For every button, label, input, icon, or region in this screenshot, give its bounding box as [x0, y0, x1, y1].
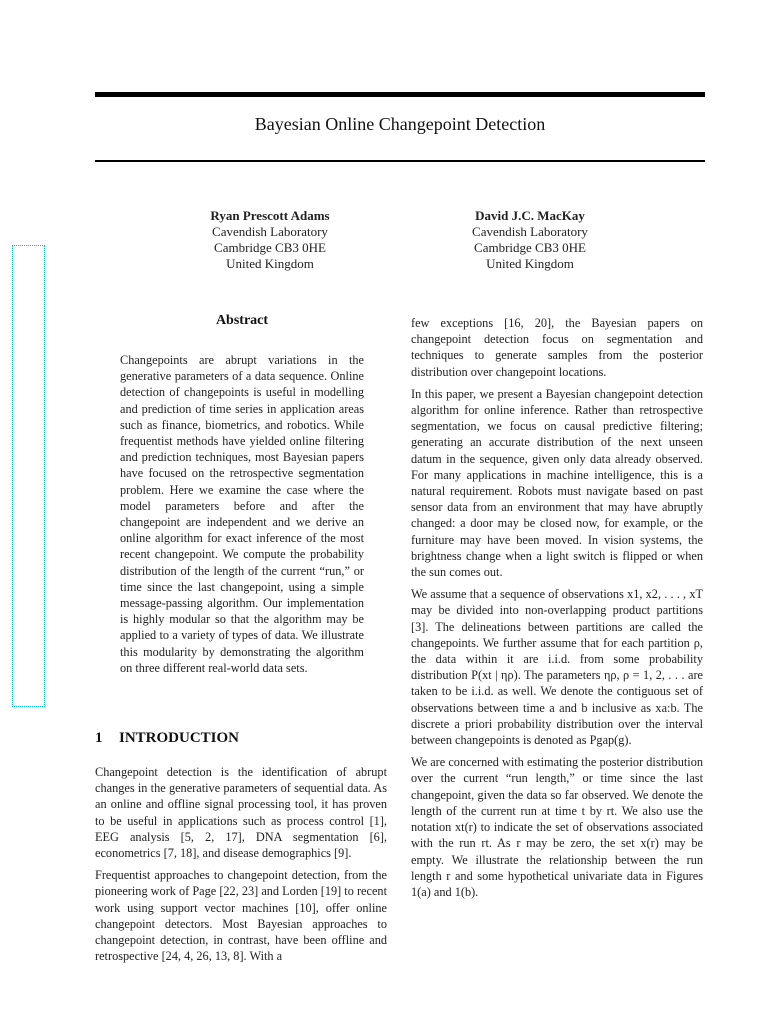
- author-name: David J.C. MacKay: [475, 208, 585, 223]
- author-block-1: [160, 208, 380, 272]
- section-title: INTRODUCTION: [119, 730, 240, 746]
- arxiv-side-link-box[interactable]: [12, 245, 45, 707]
- paragraph: few exceptions [16, 20], the Bayesian papers on changepoint detection focus on segmentation and techniques to generate samples from the posterior distribution over changepoint locations.: [411, 316, 703, 379]
- paper-title: Bayesian Online Changepoint Detection: [254, 114, 546, 134]
- paragraph: Changepoint detection is the identification of abrupt changes in the generative parameters of sequential data. As an online and offline signal processing tool, it has proven to be useful in applications such as process control [1], EEG analysis [5, 2, 17], DNA segmentation [6], econometrics [7, 18], and disease demographics [9].: [95, 765, 387, 861]
- abstract-heading: Abstract: [215, 313, 269, 328]
- paragraph: In this paper, we present a Bayesian changepoint detection algorithm for online inference. Rather than retrospective segmentation, we focus on causal predictive filtering; generating an accurate distribution of the next unseen datum in the sequence, given only data already observed. For many applications in machine intelligence, this is a natural requirement. Robots must navigate based on past sensor data from an environment that may have abruptly changed: a door may be closed now, for example, or the furniture may have been moved. In vision systems, the brightness change when a light switch is flipped or when the sun comes out.: [411, 386, 703, 580]
- paragraph: Frequentist approaches to changepoint detection, from the pioneering work of Page [22, 23] and Lorden [19] to recent work using support vector machines [10], offer online changepoint detectors. Most Bayesian approaches to changepoint detection, in contrast, have been offline and retrospective [24, 4, 26, 13, 8]. With a: [95, 868, 387, 964]
- left-column-body: [95, 764, 387, 970]
- author-name: Ryan Prescott Adams: [210, 208, 330, 223]
- abstract-text: Changepoints are abrupt variations in the generative parameters of a data sequence. Online detection of changepoints is useful in modelling and prediction of time series in application areas such as finance, biometrics, and robotics. While frequentist methods have yielded online filtering and prediction techniques, most Bayesian papers have focused on the retrospective segmentation problem. Here we examine the case where the model parameters before and after the changepoint are independent and we derive an online algorithm for exact inference of the most recent changepoint. We compute the probability distribution of the length of the current “run,” or time since the last changepoint, using a simple message-passing algorithm. Our implementation is highly modular so that the algorithm may be applied to a variety of types of data. We illustrate this modularity by demonstrating the algorithm on three different real-world data sets.: [120, 353, 364, 675]
- author-block-2: [420, 208, 640, 272]
- author-city: Cambridge CB3 0HE: [214, 240, 326, 255]
- author-country: United Kingdom: [226, 256, 314, 271]
- paragraph: We are concerned with estimating the posterior distribution over the current “run length,” or time since the last changepoint, given the data so far observed. We denote the length of the current run at time t by rt. We also use the notation xt(r) to indicate the set of observations associated with the run rt. As r may be zero, the set x(r) may be empty. We illustrate the relationship between the run length r and some hypothetical univariate data in Figures 1(a) and 1(b).: [411, 755, 703, 899]
- author-affiliation: Cavendish Laboratory: [212, 224, 328, 239]
- paragraph: We assume that a sequence of observations x1, x2, . . . , xT may be divided into non-overlapping product partitions [3]. The delineations between partitions are called the changepoints. We further assume that for each partition ρ, the data within it are i.i.d. from some probability distribution P(xt | ηρ). The parameters ηρ, ρ = 1, 2, . . . are taken to be i.i.d. as well. We denote the contiguous set of observations between time a and b inclusive as xa:b. The discrete a priori probability distribution over the interval between changepoints is denoted as Pgap(g).: [411, 587, 703, 748]
- right-column-body: [411, 315, 703, 906]
- author-city: Cambridge CB3 0HE: [474, 240, 586, 255]
- section-number: 1: [95, 730, 103, 746]
- section-heading: [95, 730, 385, 747]
- title-rule-bottom: [95, 160, 705, 162]
- title-rule-top: [95, 92, 705, 97]
- author-affiliation: Cavendish Laboratory: [472, 224, 588, 239]
- author-country: United Kingdom: [486, 256, 574, 271]
